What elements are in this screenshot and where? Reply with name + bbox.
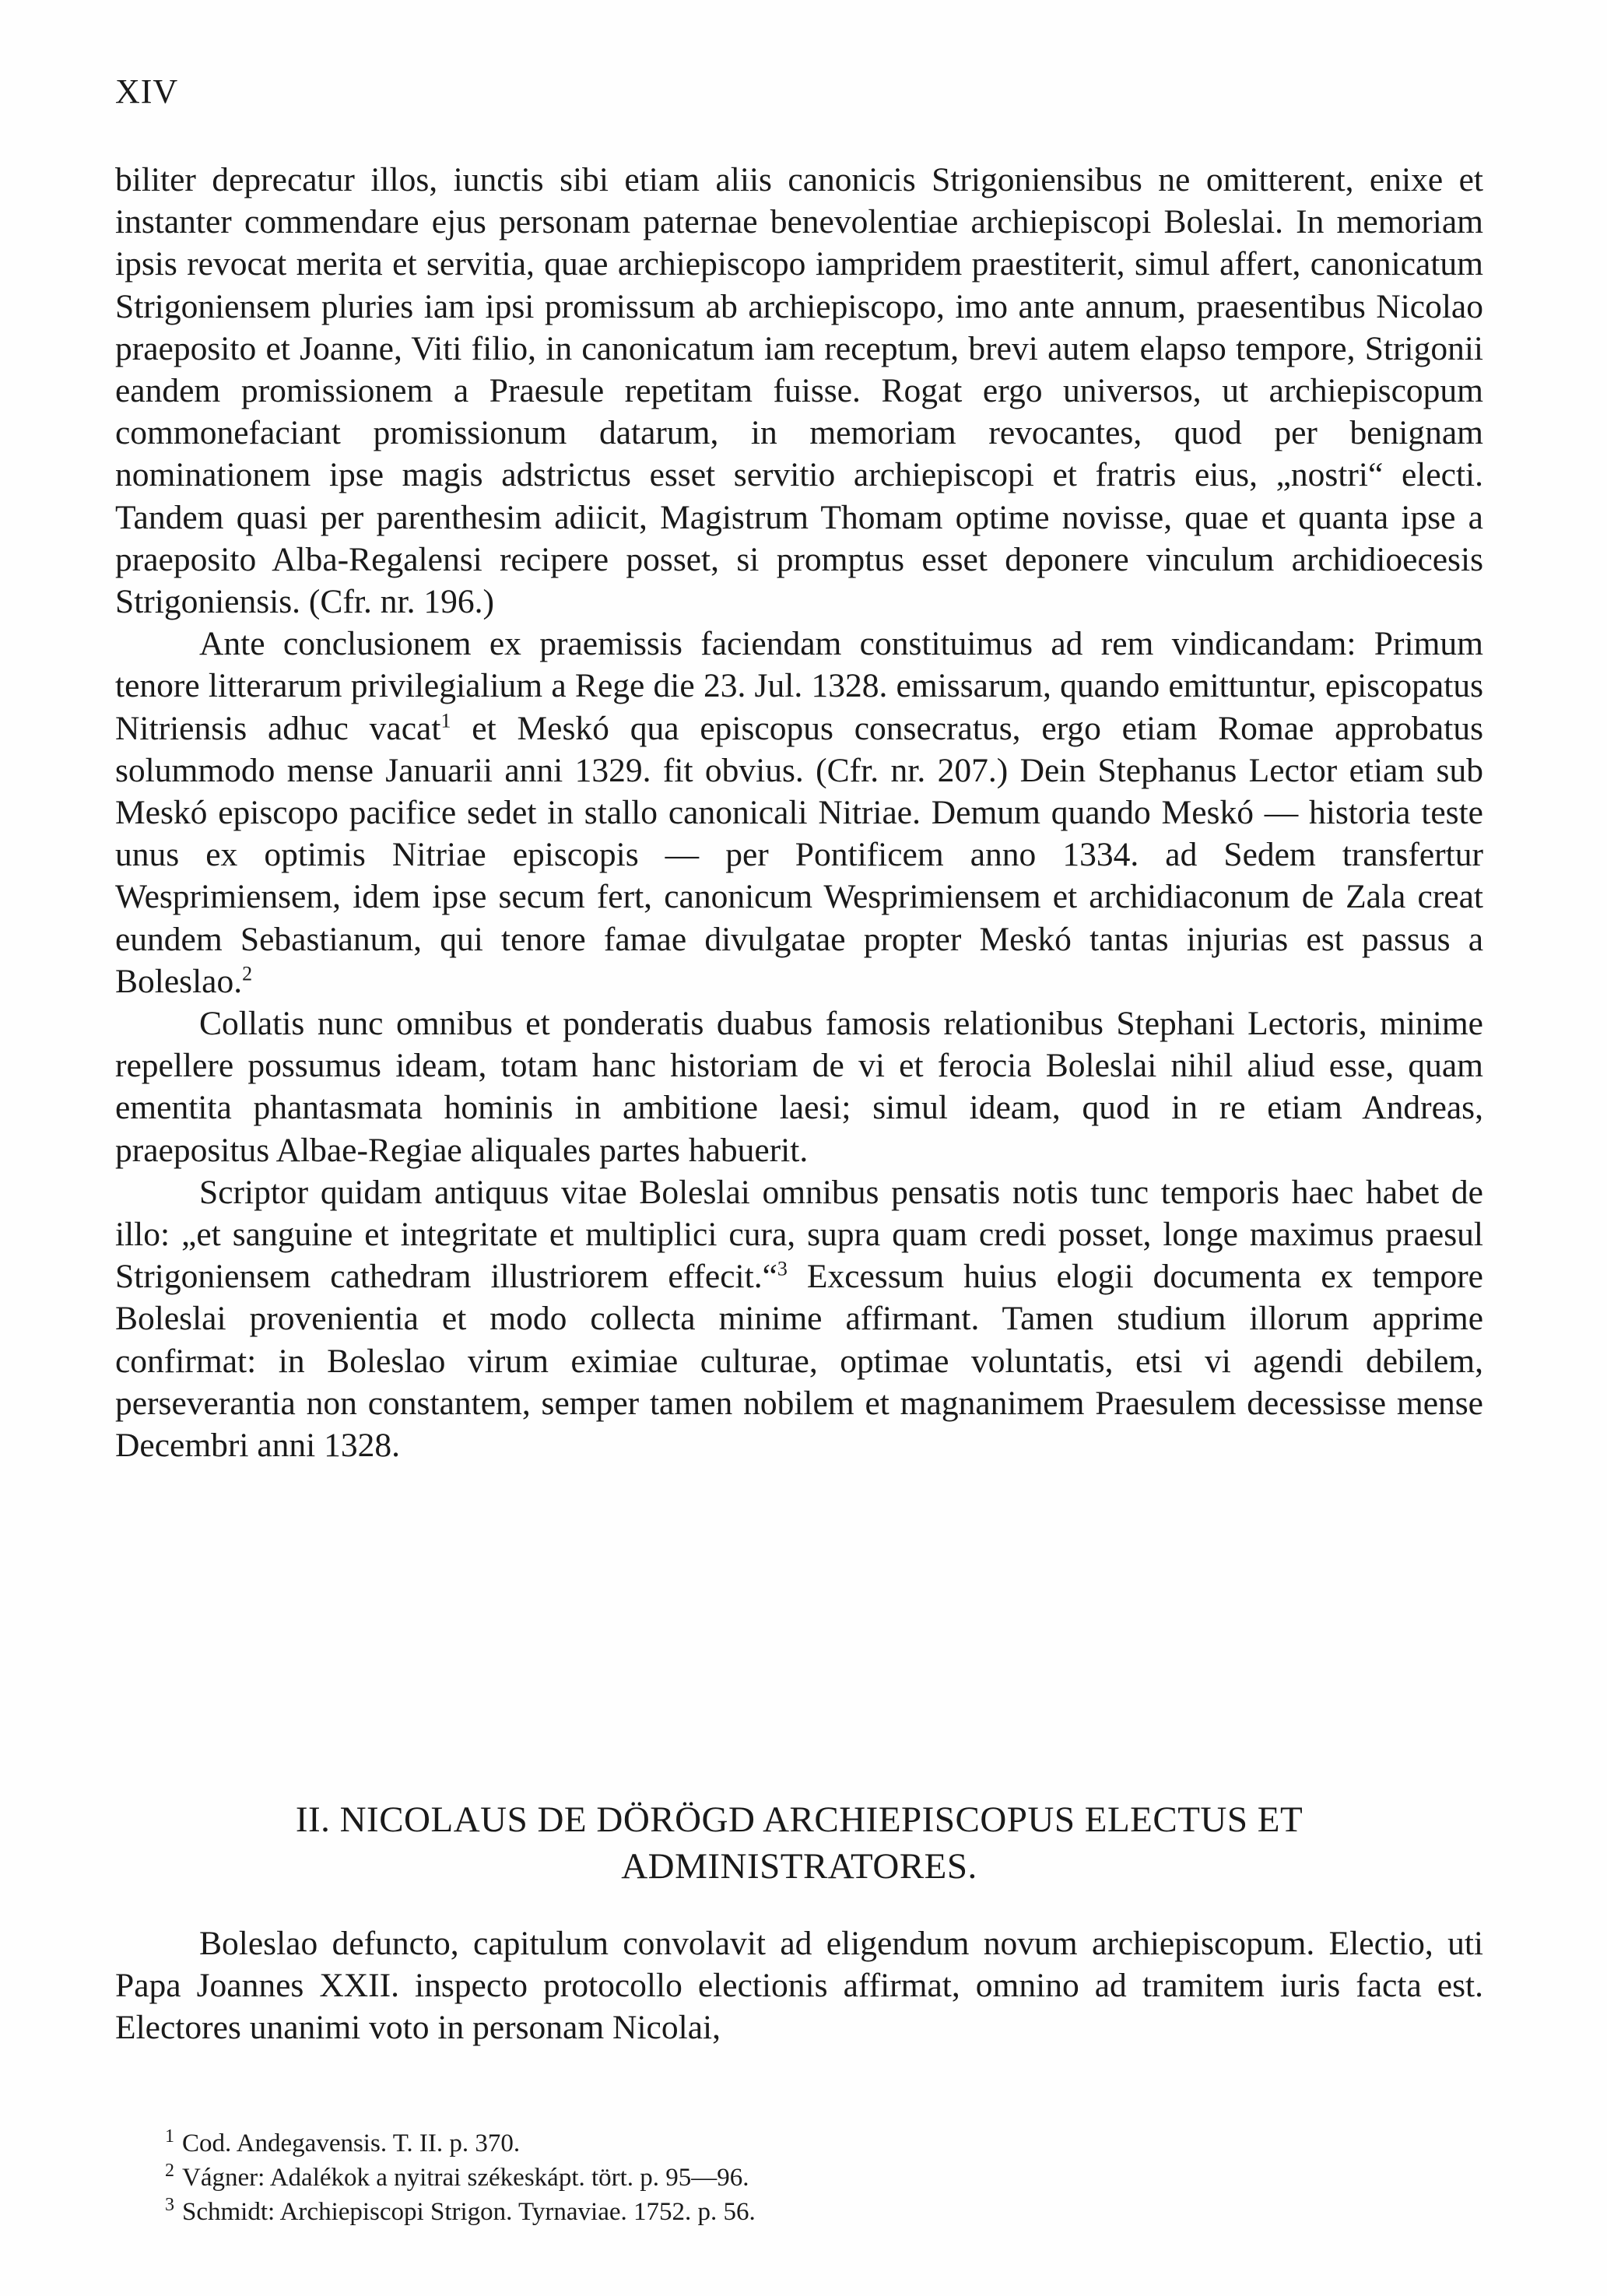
footnote-reference: 2 <box>242 962 253 985</box>
section-heading-line: ADMINISTRATORES. <box>621 1846 977 1887</box>
paragraph <box>115 159 1483 623</box>
paragraph-text: Ante conclusionem ex praemissis faciendam constituimus ad rem vindicandam: Primum tenore litterarum privilegialium a Rege die 23. Jul. 1328. emissarum, quando emittuntur, episcopatus Nitriensis adhuc vacat <box>115 625 1483 747</box>
footnotes <box>165 2126 1410 2229</box>
footnote <box>165 2126 1410 2161</box>
section-heading <box>115 1796 1483 1890</box>
footnote-reference: 3 <box>777 1257 788 1280</box>
paragraph-text: biliter deprecatur illos, iunctis sibi etiam aliis canonicis Strigoniensibus ne omitterent, enixe et instanter commendare ejus personam paternae benevolentiae archiepiscopi Boleslai. In memoriam ipsis revocat merita et servitia, quae archiepiscopo iampridem praestiterit, simul affert, canonicatum Strigoniensem pluries iam ipsi promissum ab archiepiscopo, imo ante annum, praesentibus Nicolao praeposito et Joanne, Viti filio, in canonicatum iam receptum, brevi autem elapso tempore, Strigonii eandem promissionem a Praesule repetitam fuisse. Rogat ergo universos, ut archiepiscopum commonefaciant promissionum datarum, in memoriam revocantes, quod per benignam nominationem ipse magis adstrictus esset servitio archiepiscopi et fratris eius, „nostri“ electi. Tandem quasi per parenthesim adiicit, Magistrum Thomam optime novisse, quae et quanta ipse a praeposito Alba-Regalensi recipere posset, si promptus esset deponere vinculum archidioecesis Strigoniensis. (Cfr. nr. 196.) <box>115 161 1483 621</box>
paragraph <box>115 1002 1483 1171</box>
footnote <box>165 2195 1410 2229</box>
main-text-top <box>115 159 1483 1466</box>
paragraph-text: et Meskó qua episcopus consecratus, ergo etiam Romae approbatus solummodo mense Januarii anni 1329. fit obvius. (Cfr. nr. 207.) Dein Stephanus Lector etiam sub Meskó episcopo pacifice sedet in stallo canonicali Nitriae. Demum quando Meskó — historia teste unus ex optimis Nitriae episcopis — per Pontificem anno 1334. ad Sedem transfertur Wesprimiensem, idem ipse secum fert, canonicum Wesprimiensem et archidiaconum de Zala creat eundem Sebastianum, qui tenore famae divulgatae propter Meskó tantas injurias est passus a Boleslao. <box>115 709 1484 1000</box>
footnote-reference: 1 <box>440 709 451 732</box>
paragraph-text: Scriptor quidam antiquus vitae Boleslai omnibus pensatis notis tunc temporis haec habet de illo: „et sanguine et integritate et multiplici cura, supra quam credi posset, longe maximus praesul Strigoniensem cathedram illustriorem effecit.“ <box>115 1173 1483 1296</box>
paragraph <box>115 1922 1483 2049</box>
main-text-bottom <box>115 1922 1483 2049</box>
footnote-mark: 3 <box>165 2195 174 2215</box>
footnote-mark: 1 <box>165 2126 174 2147</box>
footnote-mark: 2 <box>165 2161 174 2181</box>
footnote-text: Vágner: Adalékok a nyitrai székeskápt. tört. p. 95—96. <box>182 2164 749 2192</box>
paragraph-text: Collatis nunc omnibus et ponderatis duabus famosis relationibus Stephani Lectoris, minime repellere possumus ideam, totam hanc historiam de vi et ferocia Boleslai nihil aliud esse, quam ementita phantasmata hominis in ambitione laesi; simul ideam, quod in re etiam Andreas, praepositus Albae-Regiae aliquales partes habuerit. <box>115 1005 1483 1169</box>
footnote-text: Schmidt: Archiepiscopi Strigon. Tyrnaviae. 1752. p. 56. <box>182 2198 756 2226</box>
page-number: XIV <box>115 72 179 111</box>
footnote <box>165 2161 1410 2195</box>
paragraph-text: Boleslao defuncto, capitulum convolavit ad eligendum novum archiepiscopum. Electio, uti Papa Joannes XXII. inspecto protocollo electionis affirmat, omnino ad tramitem iuris facta est. Electores unanimi voto in personam Nicolai, <box>115 1925 1483 2047</box>
section-heading-line: II. NICOLAUS DE DÖRÖGD ARCHIEPISCOPUS ELECTUS ET <box>295 1799 1303 1840</box>
paragraph-text: Excessum huius elogii documenta ex tempore Boleslai provenientia et modo collecta minime affirmant. Tamen studium illorum apprime confirmat: in Boleslao virum eximiae culturae, optimae voluntatis, etsi vi agendi debilem, perseverantia non constantem, semper tamen nobilem et magnanimem Praesulem decessisse mense Decembri anni 1328. <box>115 1258 1483 1465</box>
paragraph <box>115 623 1483 1002</box>
footnote-text: Cod. Andegavensis. T. II. p. 370. <box>182 2129 521 2157</box>
paragraph <box>115 1171 1483 1466</box>
